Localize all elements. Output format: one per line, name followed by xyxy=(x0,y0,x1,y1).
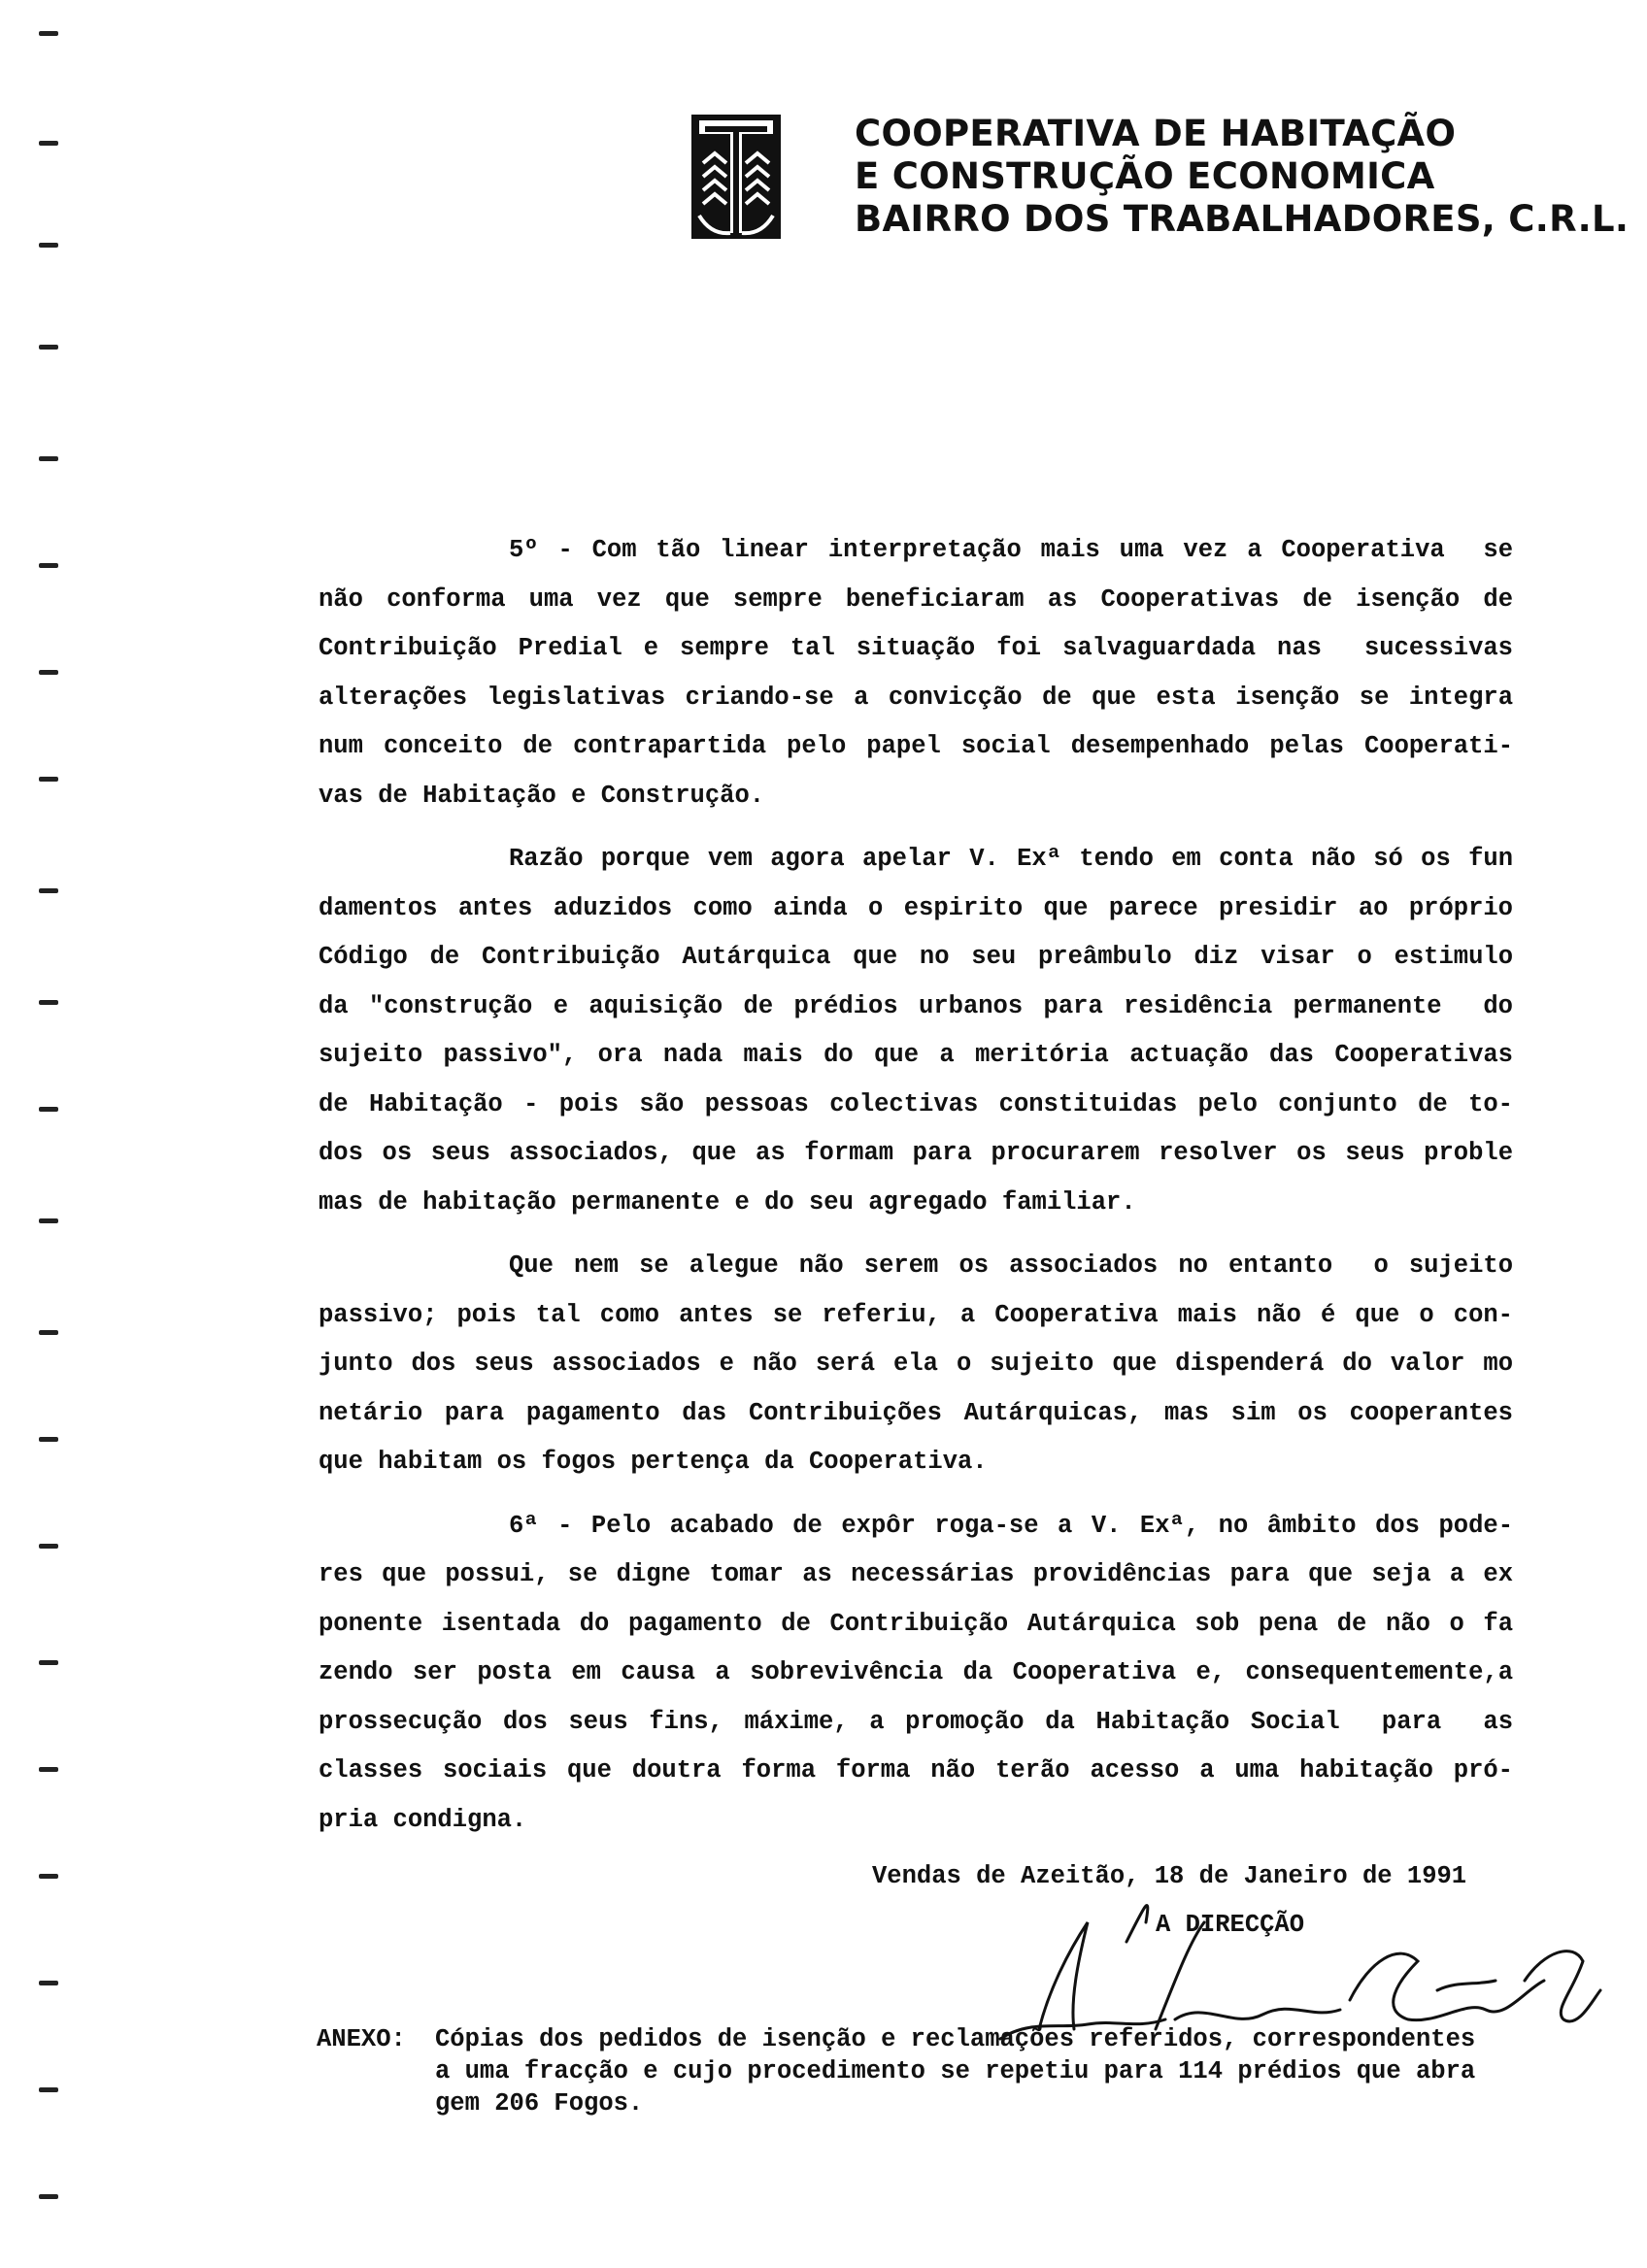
paragraph-line: res que possui, se digne tomar as necessárias providências para que seja a ex xyxy=(319,1560,1513,1588)
paragraph-line: prossecução dos seus fins, máxime, a promoção da Habitação Social para as xyxy=(319,1707,1513,1736)
paragraph-line: classes sociais que doutra forma forma não terão acesso a uma habitação pró- xyxy=(319,1756,1513,1784)
organization-name-line: COOPERATIVA DE HABITAÇÃO xyxy=(855,113,1457,154)
paragraph-line: Contribuição Predial e sempre tal situação foi salvaguardada nas sucessivas xyxy=(319,634,1513,662)
punch-mark xyxy=(39,1981,58,1985)
punch-mark xyxy=(39,1660,58,1665)
paragraph-line: junto dos seus associados e não será ela o sujeito que dispenderá do valor mo xyxy=(319,1350,1513,1378)
punch-mark xyxy=(39,2087,58,2092)
annex-line: Cópias dos pedidos de isenção e reclamações referidos, correspondentes xyxy=(435,2025,1476,2053)
punch-mark xyxy=(39,243,58,248)
paragraph-line: num conceito de contrapartida pelo papel social desempenhado pelas Cooperati- xyxy=(319,732,1513,760)
paragraph xyxy=(319,835,1513,1227)
paragraph-line: 6ª - Pelo acabado de expôr roga-se a V. Exª, no âmbito dos pode- xyxy=(509,1511,1513,1540)
paragraph-line: mas de habitação permanente e do seu agregado familiar. xyxy=(319,1187,1136,1217)
cooperative-logo-icon xyxy=(691,115,781,239)
paragraph-line: dos os seus associados, que as formam para procurarem resolver os seus proble xyxy=(319,1139,1513,1167)
punch-mark xyxy=(39,2194,58,2199)
organization-name xyxy=(855,113,1630,241)
punch-mark xyxy=(39,563,58,568)
annex-line: gem 206 Fogos. xyxy=(435,2089,644,2118)
punch-mark xyxy=(39,1218,58,1223)
punch-mark xyxy=(39,1330,58,1335)
paragraph-line: alterações legislativas criando-se a convicção de que esta isenção se integra xyxy=(319,683,1513,712)
paragraph-line: da "construção e aquisição de prédios urbanos para residência permanente do xyxy=(319,991,1513,1020)
letter-body xyxy=(319,526,1513,1859)
paragraph-line: Razão porque vem agora apelar V. Exª tendo em conta não só os fun xyxy=(509,845,1513,873)
punch-mark xyxy=(39,1544,58,1549)
date-line: Vendas de Azeitão, 18 de Janeiro de 1991 xyxy=(872,1862,1467,1890)
paragraph-line: netário para pagamento das Contribuições Autárquicas, mas sim os cooperantes xyxy=(319,1398,1513,1427)
punch-mark xyxy=(39,456,58,461)
punch-mark xyxy=(39,1874,58,1879)
organization-name-line: E CONSTRUÇÃO ECONOMICA xyxy=(855,155,1435,197)
punch-mark xyxy=(39,670,58,675)
punch-mark xyxy=(39,1107,58,1112)
paragraph-line: 5º - Com tão linear interpretação mais uma vez a Cooperativa se xyxy=(509,536,1513,564)
punch-mark xyxy=(39,1000,58,1005)
punch-mark xyxy=(39,777,58,782)
paragraph xyxy=(319,1242,1513,1487)
signatory: A DIRECÇÃO xyxy=(1156,1911,1305,1939)
punch-mark xyxy=(39,31,58,36)
paragraph-line: passivo; pois tal como antes se referiu, a Cooperativa mais não é que o con- xyxy=(319,1300,1513,1329)
paragraph-line: Código de Contribuição Autárquica que no seu preâmbulo diz visar o estimulo xyxy=(319,943,1513,971)
annex-label: ANEXO: xyxy=(317,2025,406,2053)
annex-line: a uma fracção e cujo procedimento se repetiu para 114 prédios que abra xyxy=(435,2057,1476,2085)
paragraph-line: Que nem se alegue não serem os associados no entanto o sujeito xyxy=(509,1251,1513,1280)
paragraph-line: sujeito passivo", ora nada mais do que a meritória actuação das Cooperativas xyxy=(319,1041,1513,1069)
punch-mark xyxy=(39,141,58,146)
paragraph-line: que habitam os fogos pertença da Cooperativa. xyxy=(319,1448,988,1476)
paragraph xyxy=(319,526,1513,820)
organization-name-line: BAIRRO DOS TRABALHADORES, C.R.L. xyxy=(855,198,1630,240)
punch-mark xyxy=(39,345,58,350)
paragraph-line: vas de Habitação e Construção. xyxy=(319,781,765,810)
paragraph-line: ponente isentada do pagamento de Contribuição Autárquica sob pena de não o fa xyxy=(319,1609,1513,1638)
punch-mark xyxy=(39,1767,58,1772)
paragraph-line: pria condigna. xyxy=(319,1805,527,1834)
paragraph-line: zendo ser posta em causa a sobrevivência da Cooperativa e, consequentemente,a xyxy=(319,1658,1513,1686)
paragraph xyxy=(319,1502,1513,1846)
paragraph-line: damentos antes aduzidos como ainda o espirito que parece presidir ao próprio xyxy=(319,893,1513,922)
paragraph-line: de Habitação - pois são pessoas colectivas constituidas pelo conjunto de to- xyxy=(319,1089,1513,1118)
punch-mark xyxy=(39,1437,58,1442)
punch-mark xyxy=(39,888,58,893)
annex-text xyxy=(435,2023,1523,2119)
paragraph-line: não conforma uma vez que sempre beneficiaram as Cooperativas de isenção de xyxy=(319,584,1513,614)
